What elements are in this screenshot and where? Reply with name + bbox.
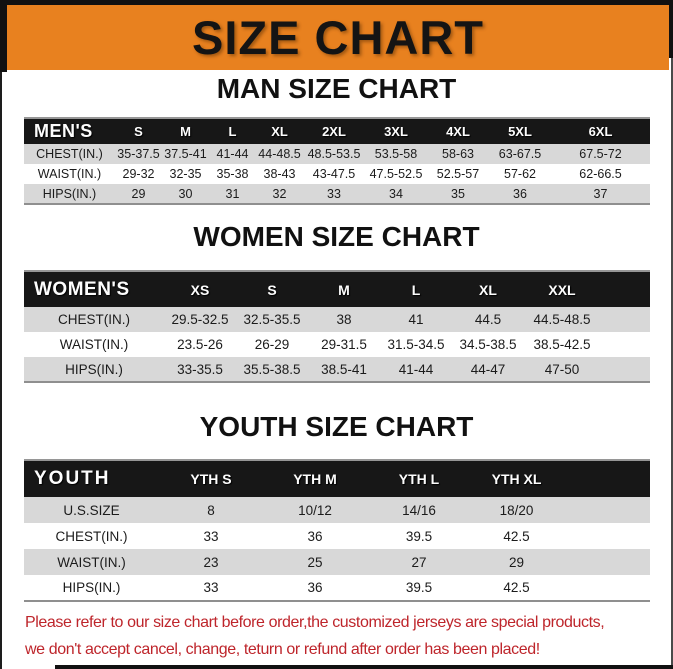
size-value-cell: 37.5-41: [162, 144, 209, 164]
border-bottom: [55, 665, 673, 669]
size-column-header: 6XL: [551, 118, 650, 144]
size-column-header: XXL: [524, 271, 650, 307]
size-value-cell: 34.5-38.5: [452, 332, 524, 357]
disclaimer-line2: we don't accept cancel, change, teturn or refund after order has been placed!: [25, 641, 540, 658]
row-label-cell: CHEST(IN.): [24, 144, 115, 164]
size-value-cell: 44-47: [452, 357, 524, 382]
border-corner-right: [669, 0, 673, 58]
size-value-cell: 26-29: [236, 332, 308, 357]
youth-size-heading: YOUTH SIZE CHART: [199, 411, 474, 442]
women-size-section: [0, 220, 673, 383]
disclaimer-note: [25, 609, 659, 663]
size-column-header: YTH M: [263, 460, 367, 497]
disclaimer-line1: Please refer to our size chart before order,the customized jerseys are special products,: [25, 614, 605, 631]
size-column-header: L: [380, 271, 452, 307]
row-label-cell: WAIST(IN.): [24, 164, 115, 184]
measurement-row: [24, 307, 650, 332]
size-value-cell: 34: [365, 184, 427, 204]
size-value-cell: 39.5: [367, 575, 471, 601]
size-value-cell: 35-38: [209, 164, 256, 184]
size-value-cell: 38.5-42.5: [524, 332, 650, 357]
row-label-cell: HIPS(IN.): [24, 357, 164, 382]
youth-size-section: [0, 410, 673, 602]
size-value-cell: 47-50: [524, 357, 650, 382]
table-title-cell: WOMEN'S: [24, 271, 164, 307]
size-column-header: 2XL: [303, 118, 365, 144]
size-value-cell: 63-67.5: [489, 144, 551, 164]
size-column-header: L: [209, 118, 256, 144]
man-size-table: [24, 117, 650, 205]
row-label-cell: CHEST(IN.): [24, 307, 164, 332]
size-value-cell: 39.5: [367, 523, 471, 549]
size-value-cell: 30: [162, 184, 209, 204]
size-value-cell: 33: [159, 575, 263, 601]
youth-size-table: [24, 459, 650, 602]
size-value-cell: 31.5-34.5: [380, 332, 452, 357]
size-value-cell: 23: [159, 549, 263, 575]
table-title-cell: YOUTH: [24, 460, 159, 497]
size-value-cell: 41-44: [209, 144, 256, 164]
size-value-cell: 32-35: [162, 164, 209, 184]
size-column-header: S: [115, 118, 162, 144]
size-column-header: S: [236, 271, 308, 307]
border-corner-left: [0, 0, 7, 72]
size-value-cell: 29-31.5: [308, 332, 380, 357]
measurement-row: [24, 523, 650, 549]
size-value-cell: 37: [551, 184, 650, 204]
size-column-header: YTH S: [159, 460, 263, 497]
header-row: [24, 118, 650, 144]
size-column-header: 4XL: [427, 118, 489, 144]
size-value-cell: 29-32: [115, 164, 162, 184]
size-value-cell: 44-48.5: [256, 144, 303, 164]
measurement-row: [24, 332, 650, 357]
measurement-row: [24, 144, 650, 164]
size-value-cell: 33: [303, 184, 365, 204]
size-value-cell: 29.5-32.5: [164, 307, 236, 332]
table-title-cell: MEN'S: [24, 118, 115, 144]
size-value-cell: 58-63: [427, 144, 489, 164]
size-value-cell: 47.5-52.5: [365, 164, 427, 184]
size-value-cell: 10/12: [263, 497, 367, 523]
size-value-cell: 29: [471, 549, 650, 575]
size-column-header: XS: [164, 271, 236, 307]
size-value-cell: 44.5-48.5: [524, 307, 650, 332]
size-value-cell: 43-47.5: [303, 164, 365, 184]
size-value-cell: 31: [209, 184, 256, 204]
size-value-cell: 38-43: [256, 164, 303, 184]
measurement-row: [24, 357, 650, 382]
size-column-header: XL: [452, 271, 524, 307]
measurement-row: [24, 164, 650, 184]
size-value-cell: 8: [159, 497, 263, 523]
size-value-cell: 33: [159, 523, 263, 549]
size-value-cell: 25: [263, 549, 367, 575]
man-size-heading: MAN SIZE CHART: [216, 73, 457, 104]
size-value-cell: 32.5-35.5: [236, 307, 308, 332]
header-row: [24, 271, 650, 307]
measurement-row: [24, 575, 650, 601]
row-label-cell: HIPS(IN.): [24, 184, 115, 204]
size-column-header: M: [162, 118, 209, 144]
size-value-cell: 48.5-53.5: [303, 144, 365, 164]
size-value-cell: 14/16: [367, 497, 471, 523]
size-column-header: YTH L: [367, 460, 471, 497]
size-value-cell: 42.5: [471, 523, 650, 549]
measurement-row: [24, 497, 650, 523]
size-value-cell: 35-37.5: [115, 144, 162, 164]
size-value-cell: 53.5-58: [365, 144, 427, 164]
measurement-row: [24, 184, 650, 204]
size-value-cell: 35: [427, 184, 489, 204]
size-value-cell: 33-35.5: [164, 357, 236, 382]
size-column-header: 3XL: [365, 118, 427, 144]
size-value-cell: 41-44: [380, 357, 452, 382]
size-value-cell: 38.5-41: [308, 357, 380, 382]
size-value-cell: 38: [308, 307, 380, 332]
man-size-section: [0, 72, 673, 205]
women-size-heading: WOMEN SIZE CHART: [193, 221, 480, 252]
size-value-cell: 42.5: [471, 575, 650, 601]
women-size-table: [24, 270, 650, 383]
row-label-cell: HIPS(IN.): [24, 575, 159, 601]
size-value-cell: 44.5: [452, 307, 524, 332]
row-label-cell: U.S.SIZE: [24, 497, 159, 523]
measurement-row: [24, 549, 650, 575]
size-value-cell: 36: [263, 575, 367, 601]
row-label-cell: WAIST(IN.): [24, 549, 159, 575]
size-value-cell: 52.5-57: [427, 164, 489, 184]
page-title: SIZE CHART: [192, 11, 484, 64]
header-row: [24, 460, 650, 497]
size-value-cell: 35.5-38.5: [236, 357, 308, 382]
row-label-cell: CHEST(IN.): [24, 523, 159, 549]
size-value-cell: 57-62: [489, 164, 551, 184]
row-label-cell: WAIST(IN.): [24, 332, 164, 357]
size-value-cell: 67.5-72: [551, 144, 650, 164]
size-value-cell: 27: [367, 549, 471, 575]
size-column-header: YTH XL: [471, 460, 650, 497]
size-value-cell: 62-66.5: [551, 164, 650, 184]
size-column-header: M: [308, 271, 380, 307]
size-value-cell: 36: [263, 523, 367, 549]
size-value-cell: 18/20: [471, 497, 650, 523]
size-column-header: XL: [256, 118, 303, 144]
size-column-header: 5XL: [489, 118, 551, 144]
size-value-cell: 23.5-26: [164, 332, 236, 357]
size-value-cell: 29: [115, 184, 162, 204]
title-banner: [7, 5, 669, 70]
size-value-cell: 41: [380, 307, 452, 332]
size-value-cell: 36: [489, 184, 551, 204]
size-value-cell: 32: [256, 184, 303, 204]
